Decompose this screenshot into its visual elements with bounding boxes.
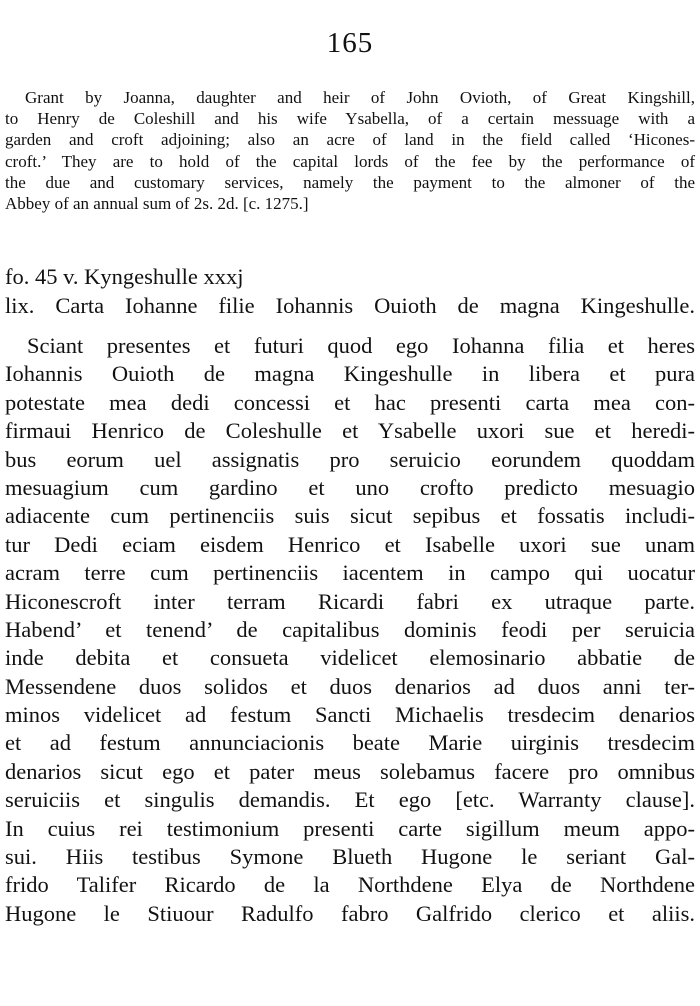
charter-line: Hugone le Stiuour Radulfo fabro Galfrido clerico et aliis. xyxy=(5,900,695,926)
charter-line: Habend’ et tenend’ de capitalibus dominis feodi per seruicia xyxy=(5,616,695,642)
charter-line: In cuius rei testimonium presenti carte sigillum meum appo- xyxy=(5,815,695,841)
charter-line: Iohannis Ouioth de magna Kingeshulle in libera et pura xyxy=(5,361,695,387)
folio-heading: fo. 45 v. Kyngeshulle xxxj xyxy=(5,264,244,289)
page-number: 165 xyxy=(326,27,374,59)
charter-line: mesuagium cum gardino et uno crofto predicto mesuagio xyxy=(5,474,695,500)
latin-charter-text xyxy=(5,332,695,928)
document-page xyxy=(5,0,695,1006)
folio-section xyxy=(5,262,695,320)
charter-line: Hiconescroft inter terram Ricardi fabri ex utraque parte. xyxy=(5,588,695,614)
charter-line: minos videlicet ad festum Sancti Michaelis tresdecim denarios xyxy=(5,702,695,728)
summary-line: Grant by Joanna, daughter and heir of John Ovioth, of Great Kingshill, xyxy=(25,88,695,107)
charter-line: firmaui Henrico de Coleshulle et Ysabelle uxori sue et heredi- xyxy=(5,418,695,444)
summary-line: Abbey of an annual sum of 2s. 2d. [c. 1275.] xyxy=(5,193,309,213)
charter-line: sui. Hiis testibus Symone Blueth Hugone le seriant Gal- xyxy=(5,844,695,870)
summary-line: the due and customary services, namely the payment to the almoner of the xyxy=(5,172,695,192)
charter-line: Sciant presentes et futuri quod ego Iohanna filia et heres xyxy=(27,333,695,358)
charter-line: denarios sicut ego et pater meus solebamus facere pro omnibus xyxy=(5,758,695,784)
charter-line: inde debita et consueta videlicet elemosinario abbatie de xyxy=(5,645,695,671)
charter-line: tur Dedi eciam eisdem Henrico et Isabelle uxori sue unam xyxy=(5,531,695,557)
summary-line: croft.’ They are to hold of the capital lords of the fee by the performance of xyxy=(5,151,695,171)
charter-line: et ad festum annunciacionis beate Marie uirginis tresdecim xyxy=(5,730,695,756)
summary-line: to Henry de Coleshill and his wife Ysabella, of a certain messuage with a xyxy=(5,109,695,129)
charter-line: adiacente cum pertinenciis suis sicut sepibus et fossatis includi- xyxy=(5,503,695,529)
charter-line: bus eorum uel assignatis pro seruicio eorundem quoddam xyxy=(5,446,695,472)
charter-title: lix. Carta Iohanne filie Iohannis Ouioth de magna Kingeshulle. xyxy=(5,293,695,318)
summary-line: garden and croft adjoining; also an acre of land in the field called ‘Hicones- xyxy=(5,130,695,150)
charter-line: seruiciis et singulis demandis. Et ego [etc. Warranty clause]. xyxy=(5,787,695,813)
charter-line: Messendene duos solidos et duos denarios ad duos anni ter- xyxy=(5,673,695,699)
charter-line: potestate mea dedi concessi et hac presenti carta mea con- xyxy=(5,389,695,415)
charter-line: acram terre cum pertinenciis iacentem in campo qui uocatur xyxy=(5,560,695,586)
charter-line: frido Talifer Ricardo de la Northdene Elya de Northdene xyxy=(5,872,695,898)
english-summary xyxy=(5,87,695,214)
